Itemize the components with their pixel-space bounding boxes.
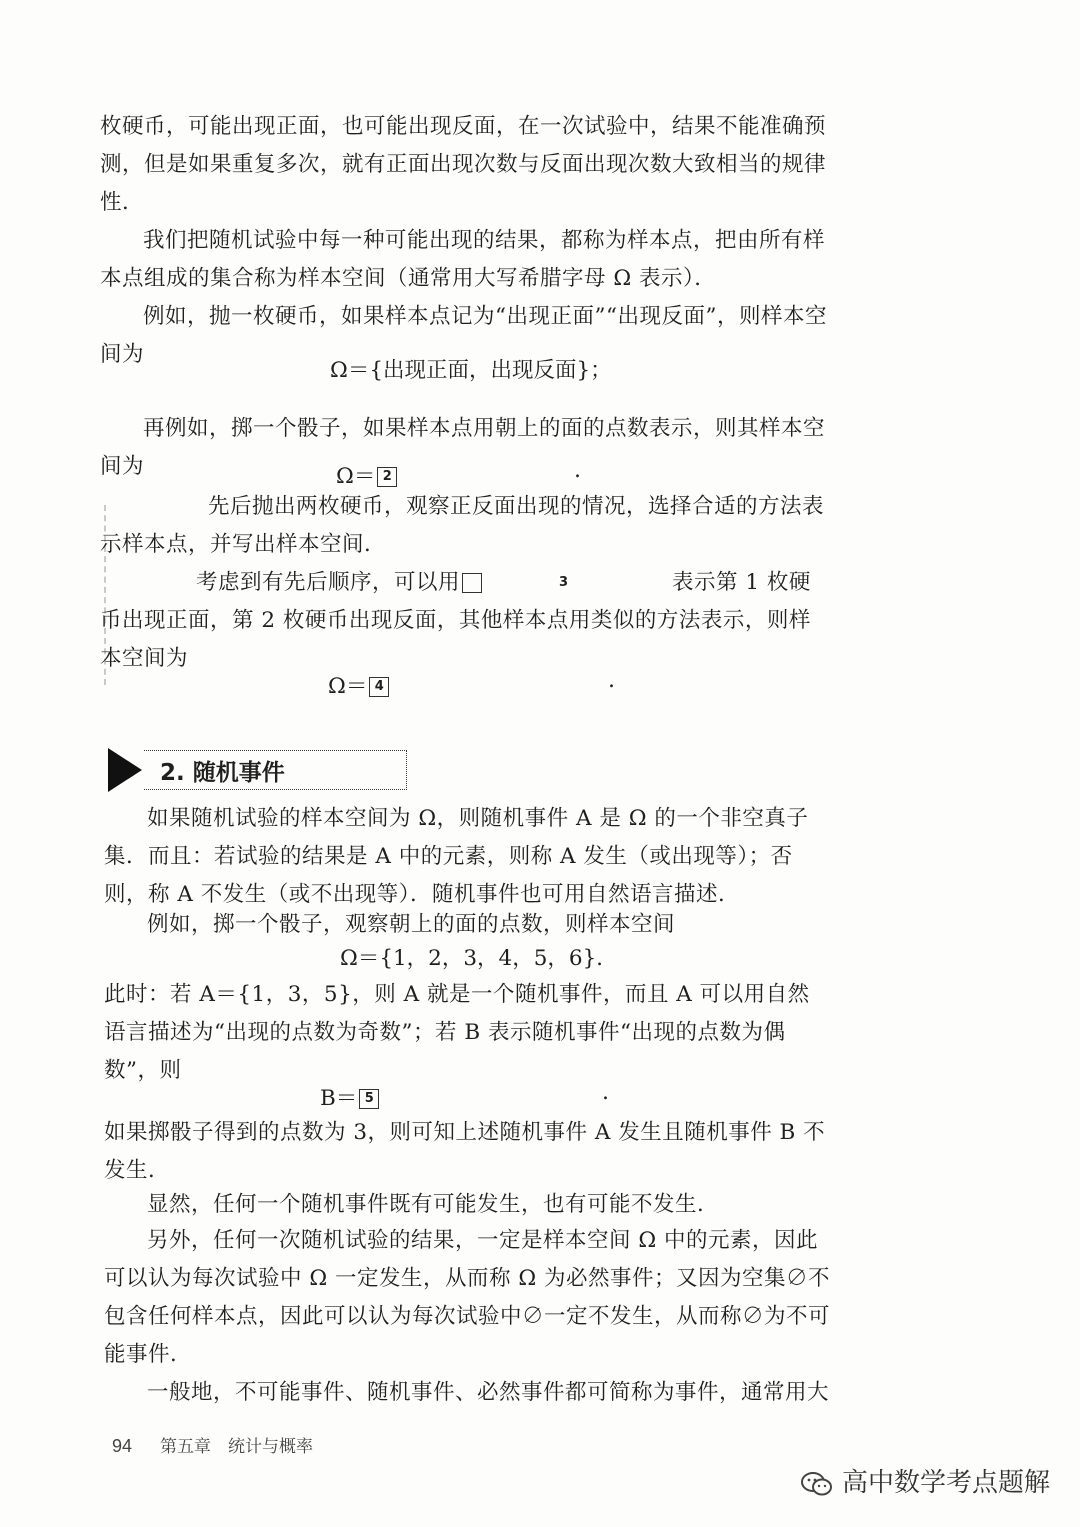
period-mark: . xyxy=(608,668,615,693)
equation-dice-full-space: Ω＝{1，2，3，4，5，6}． xyxy=(340,946,618,971)
watermark xyxy=(800,1462,1050,1499)
page-number: 94 xyxy=(112,1436,133,1456)
paragraph-certain-impossible: 另外，任何一次随机试验的结果，一定是样本空间 Ω 中的元素，因此可以认为每次试验中 Ω 一定发生，从而称 Ω 为必然事件；又因为空集∅不包含任何样本点，因此可以认为每次试验中∅一定不发生，从而称∅为不可能事件． xyxy=(104,1228,831,1367)
page-footer xyxy=(112,1432,313,1457)
answer-blank-3[interactable]: 3 xyxy=(462,573,482,593)
paragraph-random-event-definition: 如果随机试验的样本空间为 Ω，则随机事件 A 是 Ω 的一个非空真子集．而且：若试验的结果是 A 中的元素，则称 A 发生（或出现等）；否则，称 A 不发生（或不出现等）．随机事件也可用自然语言描述． xyxy=(104,806,809,907)
paragraph-dice-example: 再例如，掷一个骰子，如果样本点用朝上的面的点数表示，则其样本空间为 xyxy=(100,416,826,479)
solution-rest: 表示第 1 枚硬币出现正面，第 2 枚硬币出现反面，其他样本点用类似的方法表示，则样本空间为 xyxy=(100,570,811,671)
period-mark: . xyxy=(574,458,581,483)
paragraph-coin-intro: 枚硬币，可能出现正面，也可能出现反面，在一次试验中，结果不能准确预测，但是如果重复多次，就有正面出现次数与反面出现次数大致相当的规律性． xyxy=(100,114,827,215)
play-triangle-icon xyxy=(108,748,142,792)
paragraph-dice-event-example: 例如，掷一个骰子，观察朝上的面的点数，则样本空间 xyxy=(147,912,676,937)
paragraph-two-coins-question: 先后抛出两枚硬币，观察正反面出现的情况，选择合适的方法表示样本点，并写出样本空间． xyxy=(100,494,825,557)
section-title: 2. 随机事件 xyxy=(160,760,285,786)
equation-prefix: B＝ xyxy=(320,1086,358,1111)
paragraph-general-event: 一般地，不可能事件、随机事件、必然事件都可简称为事件，通常用大 xyxy=(147,1380,830,1405)
answer-blank-5[interactable]: 5 xyxy=(359,1089,379,1109)
equation-prefix: Ω＝ xyxy=(328,674,368,699)
equation-prefix: Ω＝ xyxy=(336,464,376,489)
solution-lead: 考虑到有先后顺序，可以用 xyxy=(196,570,461,595)
watermark-text: 高中数学考点题解 xyxy=(841,1468,1050,1498)
chapter-title: 第五章 统计与概率 xyxy=(160,1437,314,1457)
period-mark: . xyxy=(602,1080,609,1105)
paragraph-event-a-b: 此时：若 A＝{1，3，5}，则 A 就是一个随机事件，而且 A 可以用自然语言描述为“出现的点数为奇数”；若 B 表示随机事件“出现的点数为偶数”，则 xyxy=(104,982,810,1083)
paragraph-sample-point-definition: 我们把随机试验中每一种可能出现的结果，都称为样本点，把由所有样本点组成的集合称为样本空间（通常用大写希腊字母 Ω 表示）． xyxy=(100,228,826,291)
paragraph-dice-result-three: 如果掷骰子得到的点数为 3，则可知上述随机事件 A 发生且随机事件 B 不发生． xyxy=(104,1120,826,1183)
equation-event-b xyxy=(320,1080,379,1118)
answer-blank-2[interactable]: 2 xyxy=(377,467,397,487)
wechat-icon xyxy=(800,1471,834,1497)
paragraph-obviously: 显然，任何一个随机事件既有可能发生，也有可能不发生． xyxy=(147,1192,720,1217)
equation-coin-space: Ω＝{出现正面，出现反面}； xyxy=(330,358,612,383)
answer-blank-4[interactable]: 4 xyxy=(369,677,389,697)
equation-two-coins-space xyxy=(328,668,389,706)
paragraph-coin-example: 例如，抛一枚硬币，如果样本点记为“出现正面”“出现反面”，则样本空间为 xyxy=(100,304,827,367)
paragraph-two-coins-solution xyxy=(100,564,830,678)
